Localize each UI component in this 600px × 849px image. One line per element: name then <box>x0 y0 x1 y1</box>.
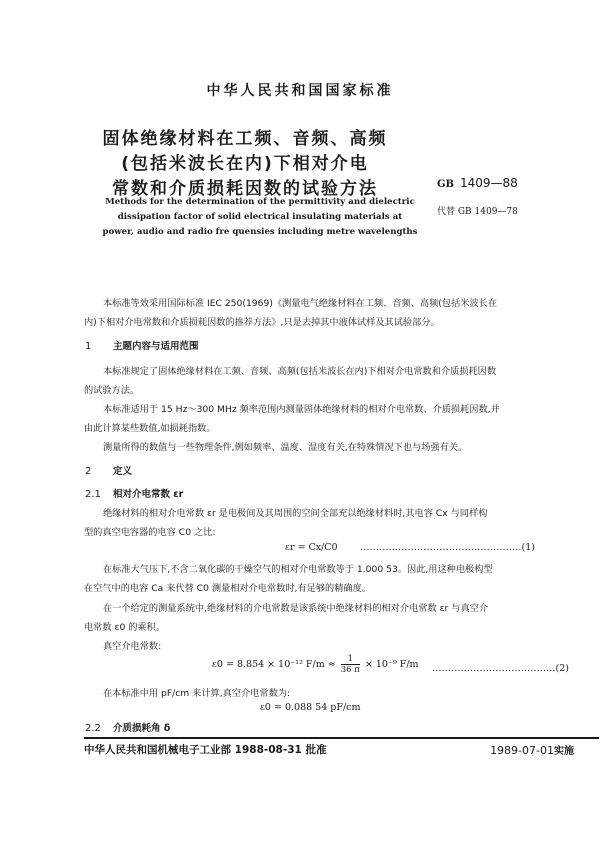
section-1-heading <box>85 338 199 352</box>
replaces-standard: 代替 GB 1409—78 <box>437 207 518 217</box>
approval-statement: 中华人民共和国机械电子工业部 1988-08-31 批准 <box>84 744 327 756</box>
title-line-2: (包括米波长在内)下相对介电 <box>121 154 369 174</box>
section-2-2-heading <box>85 720 170 734</box>
equation-2-left: ε0 = 8.854 × 10⁻¹² F/m ≈ <box>212 659 336 670</box>
equation-3: ε0 = 0.088 54 pF/cm <box>260 702 361 713</box>
s21-p5: 在本标准中用 pF/cm 来计算,真空介电常数为: <box>103 688 291 699</box>
s21-p1-line-2: 型的真空电容器的电容 C0 之比: <box>84 527 216 538</box>
section-title: 定义 <box>113 466 133 477</box>
s1-p1-line-1: 本标准规定了固体绝缘材料在工频、音频、高频(包括米波长在内)下相对介电常数和介质损耗因数 <box>103 366 497 377</box>
s1-p1-line-2: 的试验方法。 <box>84 385 140 396</box>
s1-p2-line-2: 由此计算某些数值,如损耗指数。 <box>84 423 216 434</box>
fraction-numerator: 1 <box>341 654 360 665</box>
s21-p2-line-1: 在标准大气压下,不含二氧化碳的干燥空气的相对介电常数等于 1.000 53。因此,用这种电极构型 <box>103 564 493 575</box>
english-title-line-3: power, audio and radio fre quensies including metre wavelengths <box>102 227 418 237</box>
equation-1-number: ……………………………………………(1) <box>360 542 535 553</box>
section-2-heading <box>85 463 132 477</box>
fraction-denominator: 36 π <box>340 665 360 675</box>
effective-label: 实施 <box>554 746 574 757</box>
section-2-1-heading <box>85 486 183 500</box>
title-line-1: 固体绝缘材料在工频、音频、高频 <box>102 129 388 149</box>
standard-number: 1409—88 <box>460 176 518 190</box>
english-title-line-2: dissipation factor of solid electrical insulating materials at <box>117 212 403 222</box>
effective-date: 1989-07-01 <box>490 744 554 757</box>
s21-p1-line-1: 绝缘材料的相对介电常数 εr 是电极间及其周围的空间全部充以绝缘材料时,其电容 Cx 与同样构 <box>103 508 488 519</box>
national-standard-heading: 中华人民共和国国家标准 <box>206 83 394 99</box>
equation-2-fraction <box>341 654 360 675</box>
section-number: 2 <box>85 466 92 477</box>
equation-1: εr = Cx/C0 <box>285 542 338 553</box>
s21-p4: 真空介电常数: <box>103 641 162 652</box>
section-title: 介质损耗角 δ <box>113 723 171 734</box>
section-number: 2.2 <box>85 723 101 734</box>
section-number: 1 <box>85 341 92 352</box>
intro-line-1: 本标准等效采用国际标准 IEC 250(1969)《测量电气绝缘材料在工频、音频、高频(包括米波长在 <box>103 298 498 309</box>
s1-p3-line-1: 测量所得的数值与一些物理条件,例如频率、温度、湿度有关,在特殊情况下也与场强有关。 <box>103 442 468 453</box>
s21-p3-line-1: 在一个给定的测量系统中,绝缘材料的介电常数是该系统中绝缘材料的相对介电常数 εr 与真空介 <box>103 603 489 614</box>
standard-prefix: GB <box>437 179 454 190</box>
equation-2-number: …………………………………(2) <box>432 663 569 674</box>
equation-2 <box>212 654 419 675</box>
english-title-line-1: Methods for the determination of the permittivity and dielectric <box>105 197 415 207</box>
standard-code <box>437 176 518 190</box>
title-line-3: 常数和介质损耗因数的试验方法 <box>112 179 378 199</box>
effective-statement <box>490 742 574 757</box>
section-number: 2.1 <box>85 489 101 500</box>
equation-2-right: × 10⁻⁹ F/m <box>364 659 419 670</box>
s1-p2-line-1: 本标准适用于 15 Hz～300 MHz 频率范围内测量固体绝缘材料的相对介电常数、介质损耗因数,并 <box>103 404 500 415</box>
s21-p2-line-2: 在空气中的电容 Ca 来代替 C0 测量相对介电常数时,有足够的精确度。 <box>84 583 371 594</box>
s21-p3-line-2: 电常数 ε0 的乘积。 <box>84 622 165 633</box>
section-title: 主题内容与适用范围 <box>113 341 199 352</box>
intro-line-2: 内)下相对介电常数和介质损耗因数的推荐方法》,只是去掉其中液体试样及其试验部分。 <box>84 317 440 328</box>
section-title: 相对介电常数 εr <box>113 489 184 500</box>
footer-divider <box>84 737 599 739</box>
